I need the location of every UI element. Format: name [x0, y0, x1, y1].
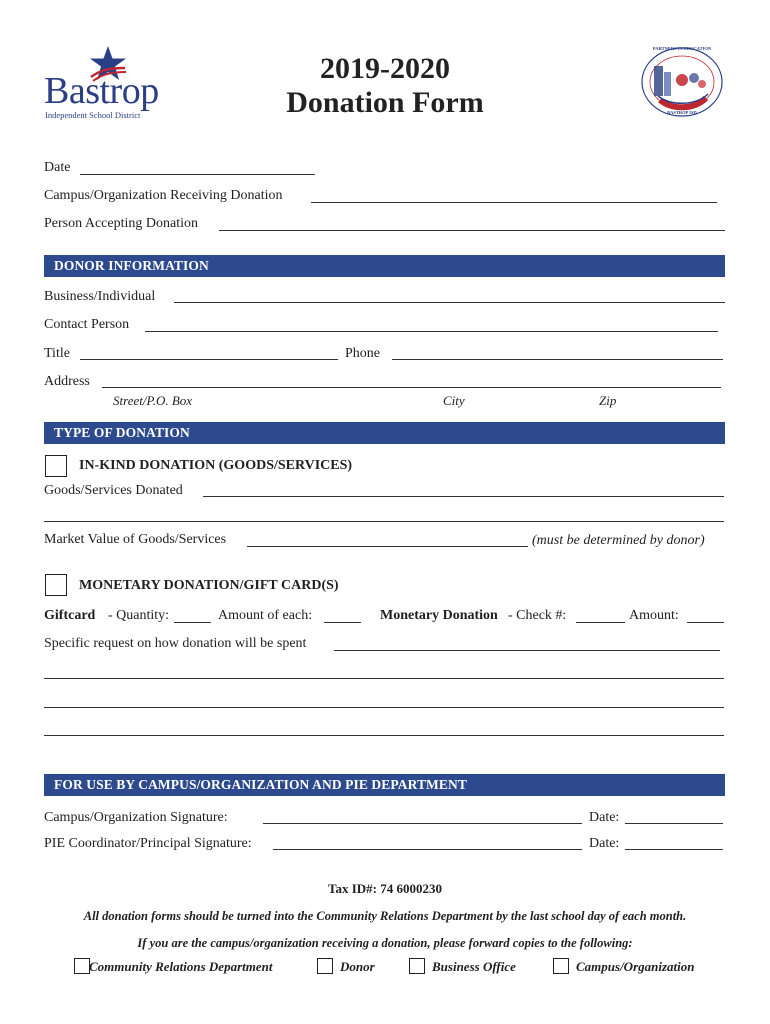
pie-seal-bottom-text: BASTROP ISD	[667, 110, 697, 115]
giftcard-quantity-field[interactable]	[174, 622, 211, 623]
copy-campus-organization-label: Campus/Organization	[576, 959, 695, 974]
market-value-note: (must be determined by donor)	[532, 533, 705, 548]
request-field[interactable]	[334, 650, 720, 651]
goods-label: Goods/Services Donated	[44, 483, 183, 498]
footer-note-copies: If you are the campus/organization receiving a donation, please forward copies to the following:	[137, 936, 633, 950]
check-number-field[interactable]	[576, 622, 625, 623]
footer-note-deadline: All donation forms should be turned into the Community Relations Department by the last school day of each month.	[83, 909, 687, 923]
donation-type-header: TYPE OF DONATION	[44, 422, 725, 444]
zip-caption: Zip	[599, 393, 617, 408]
contact-label: Contact Person	[44, 317, 130, 332]
goods-field-continued[interactable]	[44, 521, 724, 522]
check-number-label: - Check #:	[508, 608, 567, 623]
market-value-label: Market Value of Goods/Services	[44, 532, 227, 547]
copy-business-office-label: Business Office	[432, 959, 516, 974]
pie-seal	[638, 44, 726, 120]
giftcard-quantity-label: - Quantity:	[108, 608, 170, 623]
person-accepting-label: Person Accepting Donation	[44, 216, 198, 231]
inkind-checkbox[interactable]	[45, 455, 67, 477]
monetary-donation-label: Monetary Donation	[380, 608, 498, 623]
donor-info-header: DONOR INFORMATION	[44, 255, 725, 277]
copy-business-office-checkbox[interactable]	[409, 958, 425, 974]
date-label: Date	[44, 160, 71, 175]
copy-campus-organization-checkbox[interactable]	[553, 958, 569, 974]
address-field[interactable]	[102, 387, 721, 388]
form-year: 2019-2020	[320, 52, 450, 85]
title-label: Title	[44, 346, 70, 361]
pie-signature-field[interactable]	[273, 849, 582, 850]
inkind-label: IN-KIND DONATION (GOODS/SERVICES)	[79, 458, 353, 473]
pie-seal-icon	[638, 44, 726, 120]
title-field[interactable]	[80, 359, 338, 360]
campus-signature-field[interactable]	[263, 823, 582, 824]
phone-field[interactable]	[392, 359, 723, 360]
business-field[interactable]	[174, 302, 725, 303]
campus-signature-date-field[interactable]	[625, 823, 723, 824]
request-field-line-4[interactable]	[44, 735, 724, 736]
request-label: Specific request on how donation will be spent	[44, 636, 307, 651]
pie-seal-top-text: PARTNERS IN EDUCATION	[652, 46, 712, 51]
request-field-line-3[interactable]	[44, 707, 724, 708]
pie-signature-label: PIE Coordinator/Principal Signature:	[44, 836, 252, 851]
giftcard-label: Giftcard	[44, 608, 96, 623]
campus-signature-date-label: Date:	[589, 810, 620, 825]
tax-id: Tax ID#: 74 6000230	[327, 881, 442, 896]
monetary-checkbox[interactable]	[45, 574, 67, 596]
copy-donor-checkbox[interactable]	[317, 958, 333, 974]
copy-donor-label: Donor	[340, 959, 375, 974]
campus-signature-label: Campus/Organization Signature:	[44, 810, 228, 825]
request-field-line-2[interactable]	[44, 678, 724, 679]
street-caption: Street/P.O. Box	[113, 393, 193, 408]
address-label: Address	[44, 374, 90, 389]
monetary-label: MONETARY DONATION/GIFT CARD(S)	[79, 578, 339, 593]
goods-field[interactable]	[203, 496, 724, 497]
pie-signature-date-label: Date:	[589, 836, 620, 851]
amount-field[interactable]	[687, 622, 724, 623]
pie-signature-date-field[interactable]	[625, 849, 723, 850]
amount-each-label: Amount of each:	[218, 608, 313, 623]
business-label: Business/Individual	[44, 289, 156, 304]
copy-community-relations-label: Community Relations Department	[89, 959, 273, 974]
amount-each-field[interactable]	[324, 622, 361, 623]
form-title: Donation Form	[286, 86, 484, 119]
campus-receiving-label: Campus/Organization Receiving Donation	[44, 188, 283, 203]
copy-community-relations-checkbox[interactable]	[74, 958, 90, 974]
date-field[interactable]	[80, 174, 315, 175]
logo-subtitle: Independent School District	[45, 110, 141, 120]
person-accepting-field[interactable]	[219, 230, 725, 231]
phone-label: Phone	[345, 346, 380, 361]
contact-field[interactable]	[145, 331, 718, 332]
bastrop-logo	[44, 44, 174, 120]
campus-receiving-field[interactable]	[311, 202, 717, 203]
market-value-field[interactable]	[247, 546, 528, 547]
office-use-header: FOR USE BY CAMPUS/ORGANIZATION AND PIE DEPARTMENT	[44, 774, 725, 796]
logo-name: Bastrop	[44, 70, 159, 112]
amount-label: Amount:	[629, 608, 679, 623]
city-caption: City	[443, 393, 465, 408]
